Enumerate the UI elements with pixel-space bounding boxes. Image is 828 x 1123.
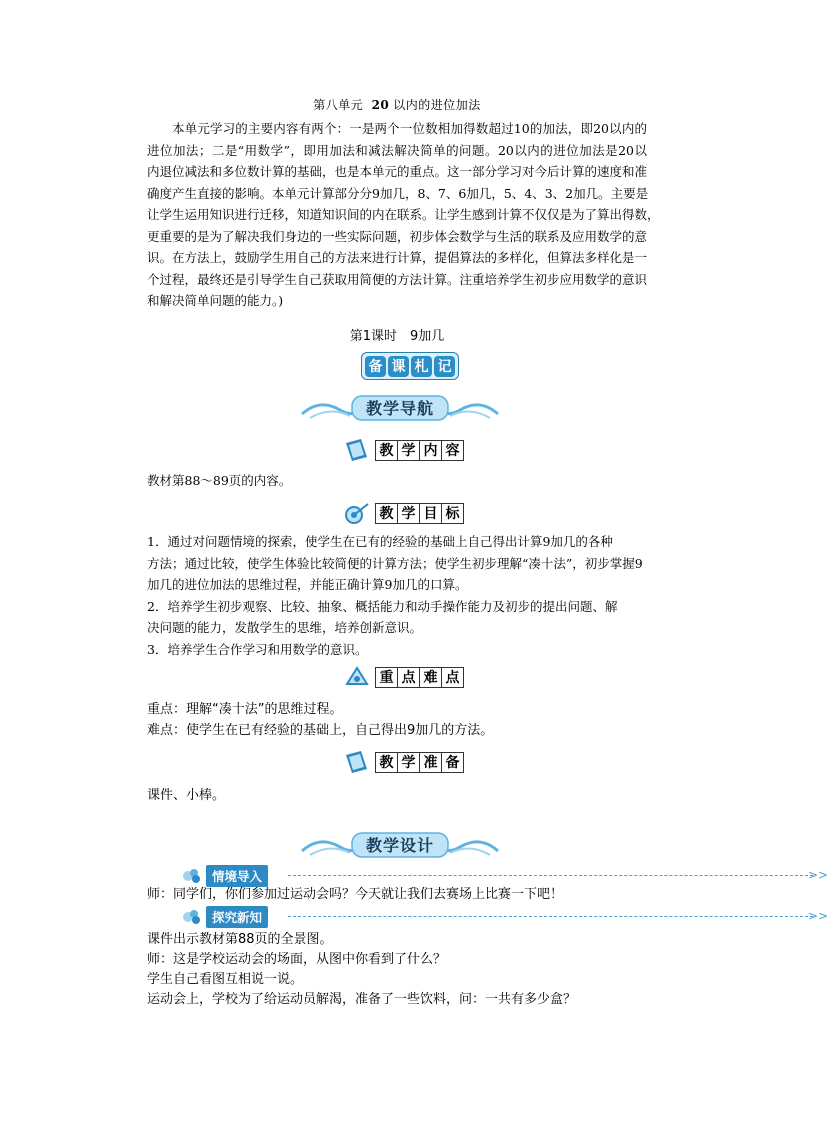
difficulty-text: 难点：使学生在已有经验的基础上，自己得出9加几的方法。	[147, 723, 494, 738]
goal-line: 加几的进位加法的思维过程，并能正确计算9加几的口算。	[147, 577, 468, 592]
banner-char: 记	[434, 356, 455, 377]
header-char: 容	[445, 443, 460, 459]
step-label: 探究新知	[206, 906, 268, 928]
step-label: 情境导入	[206, 865, 268, 887]
book-icon	[343, 437, 371, 463]
intro-line: 个过程，最终还是引导学生自己获取用简便的方法计算。注重培养学生初步应用数学的意识	[147, 271, 648, 287]
ribbon-label: 教学设计	[365, 836, 434, 855]
goal-line: 方法；通过比较，使学生体验比较简便的计算方法；使学生初步理解“凑十法”，初步掌握9	[147, 555, 643, 571]
section-header-content	[343, 437, 464, 463]
explore-line: 师：这是学校运动会的场面，从图中你看到了什么？	[147, 952, 447, 967]
banner-char: 札	[411, 356, 432, 377]
flower-icon	[180, 907, 206, 927]
unit-title	[0, 96, 794, 113]
header-char: 学	[398, 504, 420, 523]
header-char: 标	[445, 506, 460, 522]
header-char: 点	[445, 670, 460, 686]
explore-line: 运动会上，学校为了给运动员解渴，准备了一些饮料，问：一共有多少盒？	[147, 992, 577, 1007]
flower-icon	[180, 866, 206, 886]
header-char: 准	[420, 753, 442, 772]
goal-line: 决问题的能力，发散学生的思维，培养创新意识。	[147, 620, 423, 635]
goal-line: 2．培养学生初步观察、比较、抽象、概括能力和动手操作能力及初步的提出问题、解	[147, 598, 618, 614]
header-char: 学	[398, 753, 420, 772]
section-header-keypoints	[343, 664, 464, 690]
header-char: 目	[420, 504, 442, 523]
header-char: 重	[376, 668, 398, 687]
banner-char: 备	[365, 356, 386, 377]
header-char: 教	[376, 504, 398, 523]
prep-text: 课件、小棒。	[147, 788, 226, 803]
unit-prefix: 第八单元	[313, 98, 364, 112]
header-char: 学	[398, 441, 420, 460]
prep-notes-banner	[361, 352, 459, 380]
intro-line: 本单元学习的主要内容有两个：一是两个一位数相加得数超过10的加法，即20以内的	[172, 121, 647, 136]
keypoint-text: 重点：理解“凑十法”的思维过程。	[147, 702, 343, 717]
unit-name: 以内的进位加法	[393, 98, 481, 112]
key-icon	[343, 664, 371, 690]
dashed-divider	[288, 875, 813, 876]
ribbon-label: 教学导航	[365, 399, 434, 418]
goal-line: 1．通过对问题情境的探索，使学生在已有的经验的基础上自己得出计算9加几的各种	[147, 534, 613, 549]
dashed-divider	[288, 916, 813, 917]
goal-line: 3．培养学生合作学习和用数学的意识。	[147, 641, 368, 657]
intro-line: 进位加法；二是“用数学”，即用加法和减法解决简单的问题。20以内的进位加法是20以	[147, 142, 647, 158]
header-char: 备	[445, 755, 460, 771]
explore-line: 学生自己看图互相说一说。	[147, 972, 304, 987]
content-text: 教材第88～89页的内容。	[147, 473, 292, 488]
intro-line: 更重要的是为了解决我们身边的一些实际问题，初步体会数学与生活的联系及应用数学的意	[147, 228, 648, 244]
step-explore-header	[180, 907, 828, 927]
intro-dialogue: 师：同学们，你们参加过运动会吗？今天就让我们去赛场上比赛一下吧！	[147, 887, 564, 902]
header-char: 内	[420, 441, 442, 460]
goals-text	[147, 531, 647, 660]
target-icon	[343, 500, 371, 526]
intro-line: 确度产生直接的影响。本单元计算部分分9加几，8、7、6加几，5、4、3、2加几。主要是	[147, 185, 649, 201]
header-char: 点	[398, 668, 420, 687]
header-char: 难	[420, 668, 442, 687]
arrow-right-icon: >>	[808, 909, 828, 923]
section-header-prep	[343, 749, 464, 775]
teaching-nav-ribbon	[300, 392, 500, 424]
intro-line: 和解决简单问题的能力。)	[147, 293, 284, 308]
teaching-design-ribbon	[300, 829, 500, 861]
intro-line: 让学生运用知识进行迁移，知道知识间的内在联系。让学生感到计算不仅仅是为了算出得数，	[147, 207, 660, 222]
intro-line: 识。在方法上，鼓励学生用自己的方法来进行计算，提倡算法的多样化，但算法多样化是一	[147, 250, 648, 265]
intro-line: 内退位减法和多位数计算的基础，也是本单元的重点。这一部分学习对今后计算的速度和准	[147, 164, 648, 179]
unit-number: 20	[371, 98, 390, 112]
section-header-goals	[343, 500, 464, 526]
tools-icon	[343, 749, 371, 775]
unit-intro	[147, 118, 660, 312]
header-char: 教	[376, 441, 398, 460]
step-intro-header	[180, 866, 828, 886]
explore-line: 课件出示教材第88页的全景图。	[147, 932, 333, 947]
banner-char: 课	[388, 356, 409, 377]
header-char: 教	[376, 753, 398, 772]
arrow-right-icon: >>	[808, 868, 828, 882]
lesson-title: 第1课时 9加几	[349, 329, 445, 344]
